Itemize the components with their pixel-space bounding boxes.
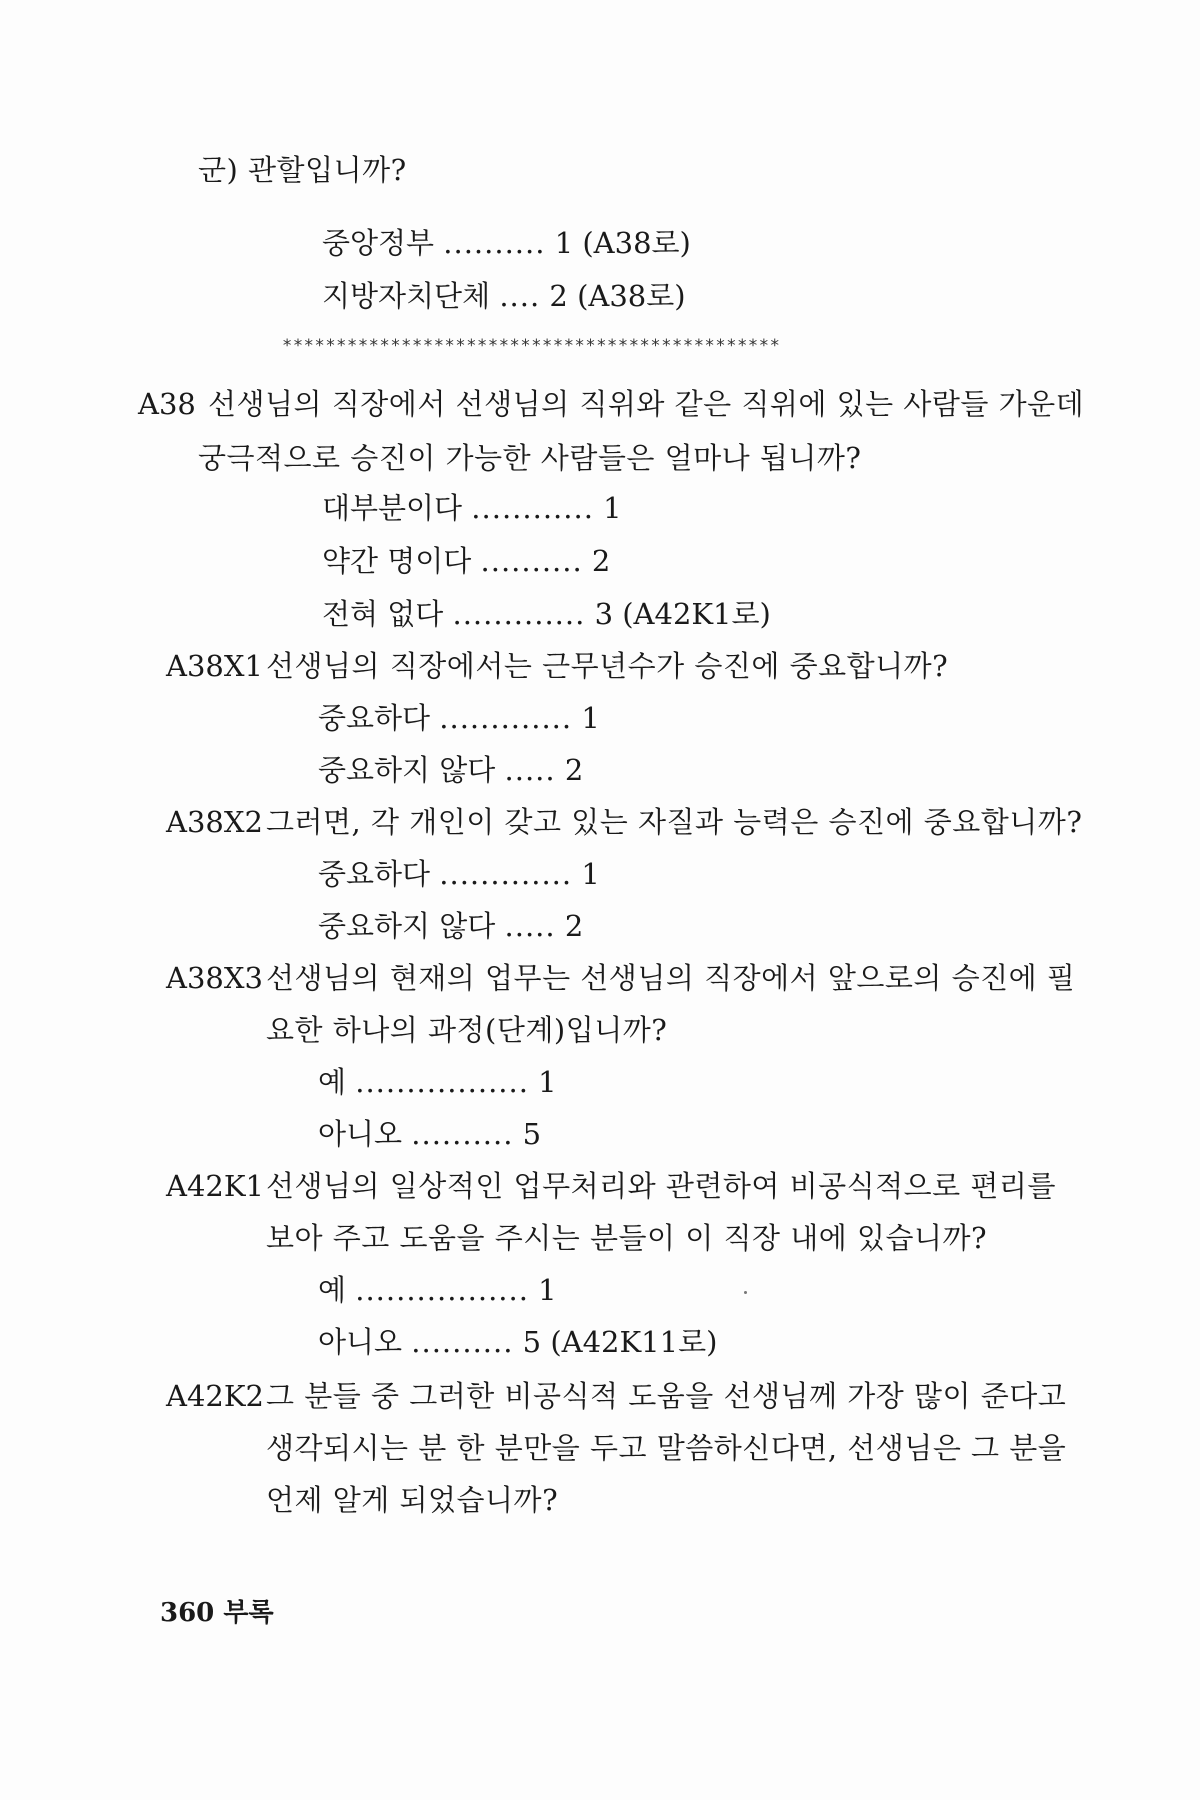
option-label: 약간 명이다	[322, 544, 472, 578]
scan-speck	[744, 1291, 747, 1294]
option-leader: .....	[504, 909, 556, 943]
option-leader: .............	[439, 857, 573, 891]
option-label: 중앙정부	[322, 226, 435, 260]
option-label: 중요하지 않다	[318, 909, 496, 943]
option-label: 중요하다	[318, 857, 431, 891]
option-code: 2	[591, 544, 611, 578]
option-label: 아니오	[318, 1325, 403, 1359]
page-number: 360	[160, 1598, 215, 1628]
answer-option	[318, 1270, 557, 1310]
option-leader: .................	[355, 1065, 529, 1099]
option-leader: .............	[439, 701, 573, 735]
section-separator: **********************************************	[282, 336, 781, 356]
question-id: A38X2	[166, 805, 263, 839]
option-note: (A42K11로)	[550, 1325, 718, 1359]
question-id: A38	[138, 387, 196, 421]
answer-option	[318, 698, 600, 738]
option-code: 1	[538, 1065, 557, 1099]
option-code: 2	[564, 753, 584, 787]
option-note: (A42K1로)	[622, 597, 771, 631]
option-label: 대부분이다	[322, 491, 463, 525]
answer-option	[318, 1322, 717, 1362]
answer-option	[318, 1062, 557, 1102]
question-text-line: 보아 주고 도움을 주시는 분들이 이 직장 내에 있습니까?	[266, 1221, 988, 1255]
option-code: 1	[581, 701, 600, 735]
page-footer	[160, 1596, 274, 1630]
option-label: 예	[318, 1065, 347, 1099]
question-text-line: 선생님의 직장에서는 근무년수가 승진에 중요합니까?	[266, 649, 949, 683]
question-text-line: 그 분들 중 그러한 비공식적 도움을 선생님께 가장 많이 준다고	[266, 1379, 1067, 1413]
question-id: A38X1	[166, 649, 263, 683]
question-text-line: 요한 하나의 과정(단계)입니까?	[266, 1013, 668, 1047]
option-note: (A38로)	[582, 226, 691, 260]
answer-option	[322, 541, 610, 581]
option-code: 5	[522, 1325, 542, 1359]
option-code: 1	[603, 491, 622, 525]
question-text-line: 선생님의 일상적인 업무처리와 관련하여 비공식적으로 편리를	[266, 1169, 1056, 1203]
answer-option	[318, 750, 583, 790]
question-text-line: 언제 알게 되었습니까?	[266, 1483, 559, 1517]
answer-option	[318, 1114, 541, 1154]
option-code: 1	[581, 857, 600, 891]
option-leader: ....	[499, 279, 541, 313]
answer-option	[322, 223, 691, 263]
answer-option	[318, 854, 600, 894]
option-leader: ..........	[411, 1325, 514, 1359]
option-leader: .....	[504, 753, 556, 787]
option-label: 중요하다	[318, 701, 431, 735]
option-leader: ..........	[411, 1117, 514, 1151]
option-leader: ............	[471, 491, 594, 525]
option-label: 지방자치단체	[322, 279, 491, 313]
question-id: A38X3	[166, 961, 263, 995]
option-leader: ..........	[480, 544, 583, 578]
question-text-line: 궁극적으로 승진이 가능한 사람들은 얼마나 됩니까?	[198, 441, 862, 475]
answer-option	[322, 594, 771, 634]
option-code: 1	[554, 226, 574, 260]
option-code: 2	[549, 279, 568, 313]
option-leader: ..........	[443, 226, 546, 260]
question-id: A42K1	[166, 1169, 264, 1203]
option-label: 중요하지 않다	[318, 753, 496, 787]
option-leader: .................	[355, 1273, 529, 1307]
question-text-line: 선생님의 직장에서 선생님의 직위와 같은 직위에 있는 사람들 가운데	[208, 387, 1085, 421]
option-note: (A38로)	[577, 279, 686, 313]
answer-option	[322, 276, 686, 316]
option-code: 1	[538, 1273, 557, 1307]
question-text-line: 군) 관할입니까?	[198, 153, 407, 187]
footer-section: 부록	[223, 1598, 274, 1628]
answer-option	[322, 488, 622, 528]
answer-option	[318, 906, 583, 946]
question-text-line: 선생님의 현재의 업무는 선생님의 직장에서 앞으로의 승진에 필	[266, 961, 1076, 995]
option-code: 5	[522, 1117, 542, 1151]
option-label: 아니오	[318, 1117, 403, 1151]
option-code: 2	[564, 909, 584, 943]
question-id: A42K2	[166, 1379, 264, 1413]
option-label: 전혀 없다	[322, 597, 444, 631]
question-text-line: 그러면, 각 개인이 갖고 있는 자질과 능력은 승진에 중요합니까?	[266, 805, 1083, 839]
option-leader: .............	[452, 597, 586, 631]
question-text-line: 생각되시는 분 한 분만을 두고 말씀하신다면, 선생님은 그 분을	[266, 1431, 1067, 1465]
option-label: 예	[318, 1273, 347, 1307]
option-code: 3	[594, 597, 614, 631]
